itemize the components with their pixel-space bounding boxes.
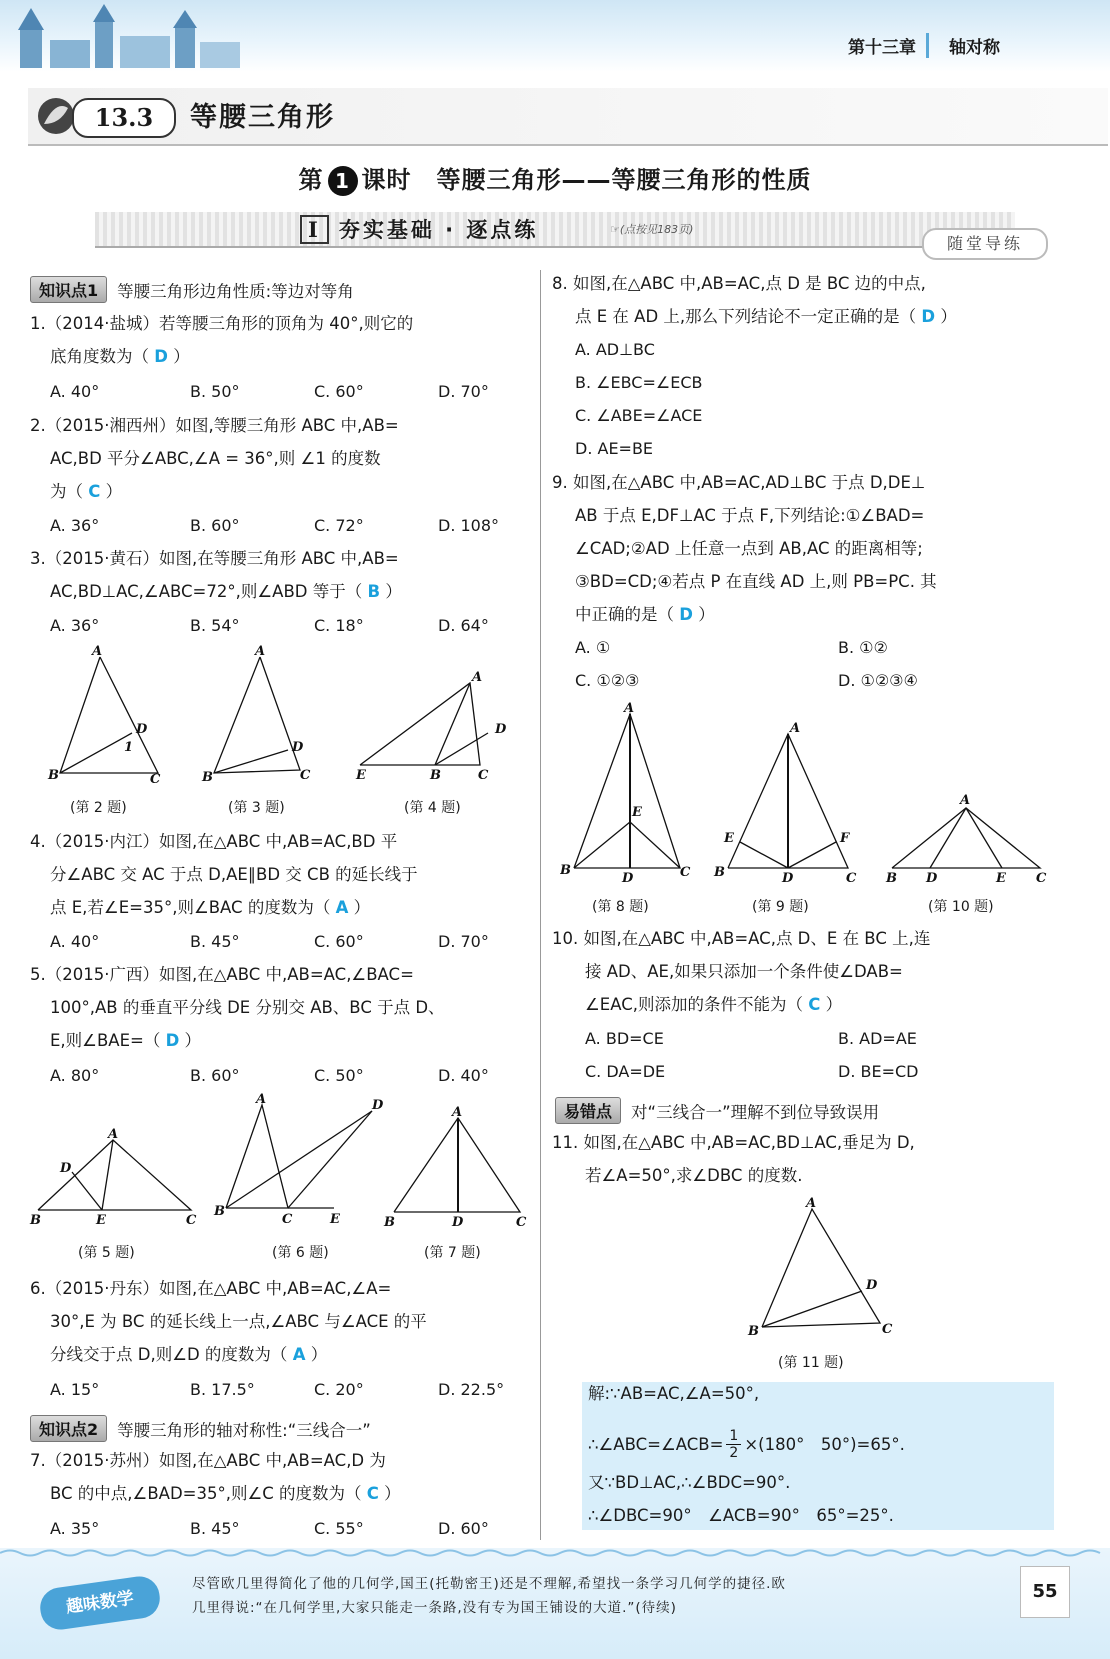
q10-option-b: B. AD=AE (838, 1029, 917, 1048)
caption-q11: (第 11 题) (778, 1355, 844, 1371)
q8-option-a: A. AD⊥BC (575, 340, 655, 359)
lesson-number: 1 (328, 166, 358, 196)
q3-option-d: D. 64° (438, 616, 489, 635)
q9-option-a: A. ① (575, 638, 611, 657)
castle-skyline-icon (0, 0, 300, 72)
caption-q6: (第 6 题) (272, 1245, 329, 1261)
svg-text:E: E (632, 805, 642, 820)
error-point: 易错点 对“三线合一”理解不到位导致误用 (555, 1097, 879, 1124)
caption-q8: (第 8 题) (592, 899, 649, 915)
svg-text:B: B (202, 770, 213, 785)
q6-answer: A (292, 1345, 306, 1364)
figure-q7 (380, 1104, 535, 1228)
q6-line3: 分线交于点 D,则∠D 的度数为（ A ） (50, 1345, 328, 1364)
figure-q6 (212, 1093, 387, 1228)
svg-text:D: D (60, 1161, 72, 1176)
q2-line2: AC,BD 平分∠ABC,∠A = 36°,则 ∠1 的度数 (50, 449, 381, 468)
q8-answer: D (921, 307, 936, 326)
wave-divider (0, 1548, 1110, 1558)
q5-line1: 5.（2015·广西）如图,在△ABC 中,AB=AC,∠BAC= (30, 965, 414, 984)
svg-text:C: C (516, 1215, 527, 1228)
q7-answer: C (366, 1484, 379, 1503)
q1-line1: 1.（2014·盐城）若等腰三角形的顶角为 40°,则它的 (30, 314, 414, 333)
svg-text:A: A (92, 645, 103, 659)
svg-text:C: C (150, 772, 161, 785)
figure-q10 (882, 788, 1052, 888)
q5-option-a: A. 80° (50, 1066, 100, 1085)
column-divider (540, 270, 541, 1540)
svg-text:C: C (680, 865, 691, 880)
svg-text:A: A (472, 670, 483, 685)
q7-option-d: D. 60° (438, 1519, 489, 1538)
q5-option-d: D. 40° (438, 1066, 489, 1085)
q9-option-d: D. ①②③④ (838, 671, 918, 690)
q4-line3: 点 E,若∠E=35°,则∠BAC 的度数为（ A ） (50, 898, 371, 917)
q1-option-b: B. 50° (190, 382, 240, 401)
q1-option-d: D. 70° (438, 382, 489, 401)
q9-option-c: C. ①②③ (575, 671, 640, 690)
q1-line2: 底角度数为（ D ） (50, 347, 190, 366)
q2-option-c: C. 72° (314, 516, 364, 535)
svg-text:D: D (782, 871, 794, 885)
q9-answer: D (679, 605, 693, 624)
svg-text:B: B (560, 863, 571, 878)
svg-text:D: D (495, 722, 507, 737)
svg-text:D: D (622, 871, 634, 885)
svg-text:B: B (430, 768, 441, 783)
svg-text:D: D (292, 740, 304, 755)
q5-option-b: B. 60° (190, 1066, 240, 1085)
q4-option-d: D. 70° (438, 932, 489, 951)
q3-line1: 3.（2015·黄石）如图,在等腰三角形 ABC 中,AB= (30, 549, 399, 568)
q9-option-b: B. ①② (838, 638, 888, 657)
svg-text:A: A (452, 1105, 463, 1120)
part-ref: ☞(点按见183页) (610, 223, 694, 236)
svg-text:C: C (1036, 871, 1047, 886)
caption-q9: (第 9 题) (752, 899, 809, 915)
svg-text:F: F (840, 831, 850, 846)
caption-q7: (第 7 题) (424, 1245, 481, 1261)
solution-line1: 解:∵AB=AC,∠A=50°, (588, 1384, 760, 1403)
q1-answer: D (154, 347, 168, 366)
figure-q3 (200, 645, 320, 785)
section-number: 13.3 (72, 98, 176, 138)
figure-q5 (28, 1128, 203, 1228)
svg-text:E: E (356, 768, 366, 783)
q9-line1: 9. 如图,在△ABC 中,AB=AC,AD⊥BC 于点 D,DE⊥ (552, 473, 926, 492)
svg-text:E: E (724, 831, 734, 846)
caption-q4: (第 4 题) (404, 800, 461, 816)
svg-text:E: E (96, 1213, 106, 1228)
svg-text:A: A (960, 793, 971, 808)
fraction: $\frac{1}{2}$ (726, 1428, 741, 1461)
q6-option-d: D. 22.5° (438, 1380, 505, 1399)
footer-story: 尽管欧几里得简化了他的几何学,国王(托勒密王)还是不理解,希望找一条学习几何学的捷径.欧 几里得说:“在几何学里,大家只能走一条路,没有专为国王铺设的大道.”(待续) (192, 1576, 786, 1616)
q7-line1: 7.（2015·苏州）如图,在△ABC 中,AB=AC,D 为 (30, 1451, 386, 1470)
q8-line1: 8. 如图,在△ABC 中,AB=AC,点 D 是 BC 边的中点, (552, 274, 926, 293)
q6-line1: 6.（2015·丹东）如图,在△ABC 中,AB=AC,∠A= (30, 1279, 392, 1298)
svg-text:A: A (806, 1196, 817, 1211)
q9-line5: 中正确的是（ D ） (575, 605, 715, 624)
q10-option-d: D. BE=CD (838, 1062, 919, 1081)
svg-text:C: C (478, 768, 489, 783)
chapter-topic: 轴对称 (926, 33, 1030, 58)
svg-text:B: B (748, 1324, 759, 1339)
q11-line2: 若∠A=50°,求∠DBC 的度数. (585, 1166, 803, 1185)
q8-option-c: C. ∠ABE=∠ACE (575, 406, 703, 425)
svg-text:C: C (882, 1322, 893, 1337)
q2-answer: C (88, 482, 101, 501)
figure-q4 (350, 665, 525, 785)
svg-text:A: A (790, 721, 801, 736)
q9-line2: AB 于点 E,DF⊥AC 于点 F,下列结论:①∠BAD= (575, 506, 925, 525)
q1-option-c: C. 60° (314, 382, 364, 401)
q2-option-b: B. 60° (190, 516, 240, 535)
caption-q5: (第 5 题) (78, 1245, 135, 1261)
q9-line4: ③BD=CD;④若点 P 在直线 AD 上,则 PB=PC. 其 (575, 572, 937, 591)
figure-q8 (560, 700, 695, 885)
chapter-label: 第十三章 (848, 37, 916, 58)
q10-answer: C (808, 995, 821, 1014)
q7-option-b: B. 45° (190, 1519, 240, 1538)
solution-line2: ∴∠ABC=∠ACB= $\frac{1}{2}$ ×(180° 50°)=65°. (588, 1428, 905, 1461)
q4-option-a: A. 40° (50, 932, 100, 951)
svg-text:E: E (330, 1212, 340, 1227)
svg-text:A: A (624, 701, 635, 716)
q7-line2: BC 的中点,∠BAD=35°,则∠C 的度数为（ C ） (50, 1484, 401, 1503)
svg-text:C: C (846, 871, 857, 885)
q4-option-b: B. 45° (190, 932, 240, 951)
q8-option-d: D. AE=BE (575, 439, 654, 458)
q2-line3: 为（ C ） (50, 482, 123, 501)
q4-option-c: C. 60° (314, 932, 364, 951)
section-title: 等腰三角形 (190, 102, 335, 133)
svg-text:D: D (452, 1215, 464, 1228)
q5-option-c: C. 50° (314, 1066, 364, 1085)
figure-q2 (40, 645, 170, 785)
caption-q3: (第 3 题) (228, 800, 285, 816)
q6-option-c: C. 20° (314, 1380, 364, 1399)
q8-option-b: B. ∠EBC=∠ECB (575, 373, 703, 392)
q9-line3: ∠CAD;②AD 上任意一点到 AB,AC 的距离相等; (575, 539, 923, 558)
q10-line3: ∠EAC,则添加的条件不能为（ C ） (585, 995, 843, 1014)
svg-text:B: B (714, 865, 725, 880)
q10-option-c: C. DA=DE (585, 1062, 666, 1081)
svg-text:B: B (214, 1204, 225, 1219)
solution-line3: 又∵BD⊥AC,∴∠BDC=90°. (588, 1473, 791, 1492)
q2-option-d: D. 108° (438, 516, 500, 535)
q4-answer: A (335, 898, 349, 917)
solution-line4: ∴∠DBC=90° ∠ACB=90° 65°=25°. (588, 1506, 894, 1525)
svg-text:C: C (300, 768, 311, 783)
q3-line2: AC,BD⊥AC,∠ABC=72°,则∠ABD 等于（ B ） (50, 582, 402, 601)
q2-line1: 2.（2015·湘西州）如图,等腰三角形 ABC 中,AB= (30, 416, 399, 435)
knowledge-point-2: 知识点2 等腰三角形的轴对称性:“三线合一” (30, 1415, 371, 1442)
svg-text:A: A (108, 1128, 119, 1142)
q5-answer: D (165, 1031, 180, 1050)
q6-line2: 30°,E 为 BC 的延长线上一点,∠ABC 与∠ACE 的平 (50, 1312, 427, 1331)
q1-option-a: A. 40° (50, 382, 100, 401)
q6-option-b: B. 17.5° (190, 1380, 255, 1399)
q4-line1: 4.（2015·内江）如图,在△ABC 中,AB=AC,BD 平 (30, 832, 398, 851)
q2-option-a: A. 36° (50, 516, 100, 535)
caption-q2: (第 2 题) (70, 800, 127, 816)
q11-line1: 11. 如图,在△ABC 中,AB=AC,BD⊥AC,垂足为 D, (552, 1133, 915, 1152)
part-bar (95, 212, 1015, 248)
svg-text:D: D (136, 722, 148, 737)
q10-line1: 10. 如图,在△ABC 中,AB=AC,点 D、E 在 BC 上,连 (552, 929, 931, 948)
svg-text:E: E (996, 871, 1006, 886)
svg-text:C: C (282, 1212, 293, 1227)
knowledge-point-1: 知识点1 等腰三角形边角性质:等边对等角 (30, 276, 354, 303)
fun-math-logo: 趣味数学 (38, 1574, 163, 1632)
figure-q11 (740, 1195, 900, 1345)
q10-option-a: A. BD=CE (585, 1029, 664, 1048)
caption-q10: (第 10 题) (928, 899, 994, 915)
guide-button[interactable]: 随堂导练 (922, 228, 1048, 260)
svg-text:D: D (926, 871, 938, 886)
q3-option-a: A. 36° (50, 616, 100, 635)
q5-line2: 100°,AB 的垂直平分线 DE 分别交 AB、BC 于点 D、 (50, 998, 445, 1017)
figure-q9 (710, 720, 860, 885)
svg-text:B: B (384, 1215, 395, 1228)
q3-option-b: B. 54° (190, 616, 240, 635)
q3-option-c: C. 18° (314, 616, 364, 635)
q8-line2: 点 E 在 AD 上,那么下列结论不一定正确的是（ D ） (575, 307, 957, 326)
svg-text:C: C (186, 1213, 197, 1228)
page-number: 55 (1020, 1566, 1070, 1618)
svg-text:B: B (886, 871, 897, 886)
q5-line3: E,则∠BAE=（ D ） (50, 1031, 202, 1050)
part-title: Ⅰ 夯实基础 · 逐点练 (300, 214, 538, 244)
q4-line2: 分∠ABC 交 AC 于点 D,AE∥BD 交 CB 的延长线于 (50, 865, 418, 884)
svg-text:A: A (256, 1093, 267, 1107)
lesson-title: 第 1 课时 等腰三角形——等腰三角形的性质 (298, 166, 812, 194)
svg-text:B: B (30, 1213, 41, 1228)
svg-text:D: D (372, 1098, 384, 1113)
q3-answer: B (367, 582, 381, 601)
svg-text:B: B (48, 768, 59, 783)
q7-option-c: C. 55° (314, 1519, 364, 1538)
svg-text:1: 1 (124, 740, 134, 755)
svg-text:D: D (866, 1278, 878, 1293)
q6-option-a: A. 15° (50, 1380, 100, 1399)
svg-text:A: A (255, 645, 266, 659)
q7-option-a: A. 35° (50, 1519, 100, 1538)
chapter-tab (820, 30, 1030, 60)
q10-line2: 接 AD、AE,如果只添加一个条件使∠DAB= (585, 962, 903, 981)
